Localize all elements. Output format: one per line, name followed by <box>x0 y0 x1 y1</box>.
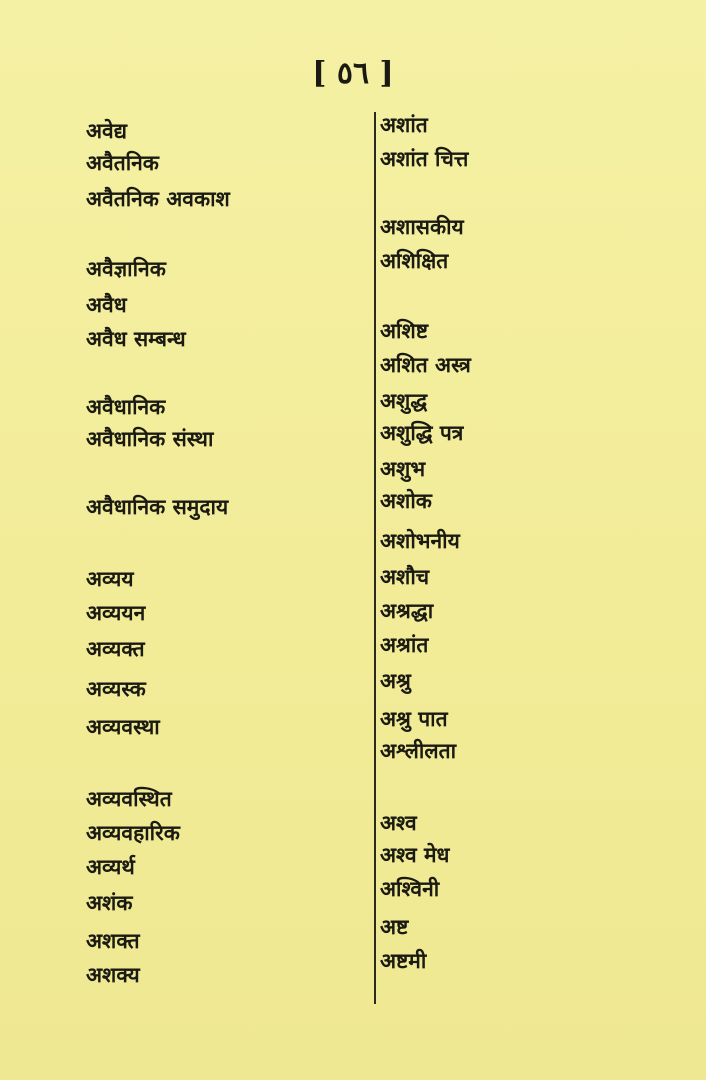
headword: अशित अस्त्र <box>380 353 471 377</box>
headword: अशक्त <box>86 929 140 953</box>
headword: अशिष्ट <box>380 319 429 343</box>
headword: अवैज्ञानिक <box>86 257 166 281</box>
headword: अशोक <box>380 489 432 513</box>
headword: अशिक्षित <box>380 249 449 273</box>
headword: अष्टमी <box>380 949 427 973</box>
headword: अव्यक्त <box>86 637 145 661</box>
headword: अशुभ <box>380 457 426 481</box>
headword: अशक्य <box>86 963 140 987</box>
headword: अवैध सम्बन्ध <box>86 327 186 351</box>
headword: अव्यस्क <box>86 677 146 701</box>
headword: अव्यवहारिक <box>86 821 180 845</box>
headword: अवैतनिक अवकाश <box>86 187 230 211</box>
headword: अश्विनी <box>380 877 440 901</box>
headword: अव्यवस्थित <box>86 787 172 811</box>
headword: अवेद्य <box>86 119 127 143</box>
headword: अवैध <box>86 293 127 317</box>
headword: अश्रु पात <box>380 707 448 731</box>
headword: अव्ययन <box>86 601 146 625</box>
headword: अशांत चित्त <box>380 147 469 171</box>
headword: अशासकीय <box>380 215 464 239</box>
headword: अश्व मेध <box>380 843 450 867</box>
headword: अष्ट <box>380 915 409 939</box>
headword: अश्रांत <box>380 633 429 657</box>
headword: अव्यवस्था <box>86 715 160 739</box>
headword: अवैधानिक <box>86 395 166 419</box>
headword: अशोभनीय <box>380 529 460 553</box>
headword: अशांत <box>380 113 428 137</box>
headword: अवैधानिक संस्था <box>86 427 214 451</box>
headword: अश्रु <box>380 669 411 693</box>
headword: अव्यर्थ <box>86 855 135 879</box>
page-number: [ ٥٦ ] <box>312 56 394 91</box>
headword: अशुद्ध <box>380 389 428 413</box>
headword: अशुद्धि पत्र <box>380 421 464 445</box>
headword: अवैतनिक <box>86 151 159 175</box>
headword: अश्व <box>380 811 417 835</box>
headword: अव्यय <box>86 567 134 591</box>
headword: अश्रद्धा <box>380 599 434 623</box>
headword: अशौच <box>380 565 430 589</box>
headword: अवैधानिक समुदाय <box>86 495 229 519</box>
headword: अश्लीलता <box>380 739 457 763</box>
headword: अशंक <box>86 891 133 915</box>
